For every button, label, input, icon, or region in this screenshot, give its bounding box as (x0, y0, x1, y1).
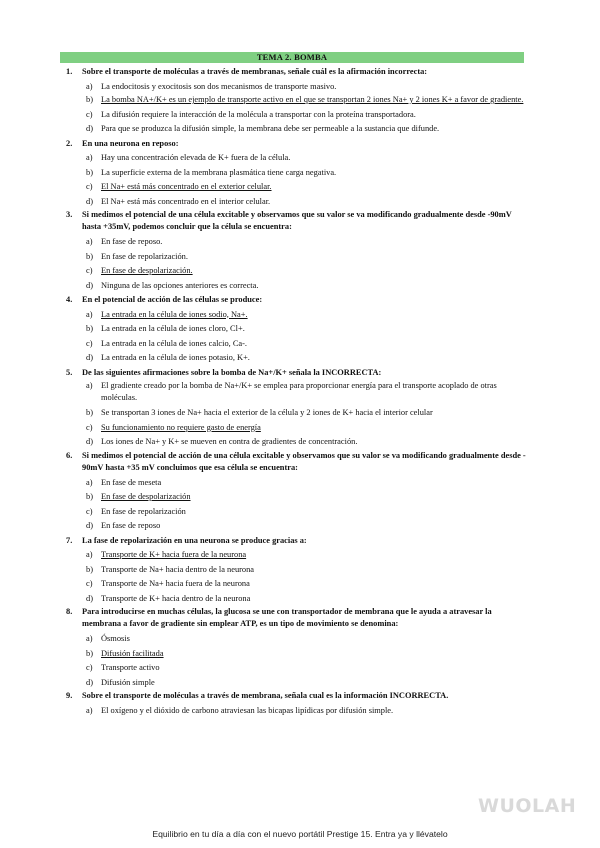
option-letter: b) (86, 324, 93, 333)
option-letter: b) (86, 408, 93, 417)
option-letter: b) (86, 492, 93, 501)
question-number: 2. (66, 138, 73, 148)
option-letter: b) (86, 564, 93, 574)
question-9 (60, 690, 530, 704)
option-4b (60, 322, 530, 337)
question-number: 5. (66, 367, 73, 377)
option-letter: d) (86, 437, 93, 446)
option-letter: c) (86, 182, 93, 191)
option-letter: d) (86, 593, 93, 603)
option-text: Los iones de Na+ y K+ se mueven en contra de gradientes de concentración. (101, 437, 358, 446)
option-text: En fase de reposo (101, 521, 161, 530)
option-5b (60, 406, 530, 421)
question-3 (60, 209, 530, 235)
option-text: El Na+ está más concentrado en el interior celular. (101, 196, 271, 206)
option-text: Transporte activo (101, 663, 160, 672)
option-letter: d) (86, 196, 93, 206)
option-8d (60, 676, 530, 691)
option-7b (60, 563, 530, 578)
option-text: Se transportan 3 iones de Na+ hacia el exterior de la célula y 2 iones de K+ hacia el interior celular (101, 408, 433, 417)
option-letter: a) (86, 381, 93, 390)
option-text: Ósmosis (101, 634, 130, 643)
option-letter: d) (86, 521, 93, 530)
option-1d (60, 123, 530, 137)
option-2a (60, 151, 530, 166)
question-text: Sobre el transporte de moléculas a través de membrana, señala cual es la información INCORRECTA. (82, 691, 449, 700)
option-letter: c) (86, 506, 93, 516)
option-6b (60, 490, 530, 505)
question-1 (60, 65, 530, 80)
option-2d (60, 195, 530, 210)
option-text: En fase de despolarización. (101, 266, 193, 275)
option-letter: c) (86, 110, 93, 119)
option-7c (60, 577, 530, 592)
question-number: 6. (66, 450, 73, 460)
question-text: Si medimos el potencial de acción de una célula excitable y observamos que su valor se va modificando gradualmente desde - 90mV hasta +35 mV concluimos que esa célula se encuentra: (82, 450, 526, 472)
question-2 (60, 137, 530, 152)
section-title: TEMA 2. BOMBA (60, 52, 524, 63)
option-1a (60, 80, 530, 95)
option-9a (60, 704, 530, 719)
question-number: 4. (66, 295, 73, 304)
footer-ad-text[interactable]: Equilibrio en tu día a día con el nuevo portátil Prestige 15. Entra ya y llévatelo (152, 829, 448, 839)
question-text: La fase de repolarización en una neurona se produce gracias a: (82, 535, 307, 545)
option-text: La entrada en la célula de iones sodio, Na+. (101, 309, 248, 319)
option-4d (60, 351, 530, 366)
option-letter: c) (86, 266, 93, 275)
option-text: La entrada en la célula de iones potasio, K+. (101, 353, 250, 362)
option-8c (60, 661, 530, 676)
question-number: 8. (66, 607, 73, 616)
option-text: Transporte de K+ hacia fuera de la neurona (101, 550, 247, 559)
question-text: Para introducirse en muchas células, la glucosa se une con transportador de membrana que le ayuda a atravesar la membrana a favor de gradiente sin emplear ATP, es un tipo de movimiento se denomina: (82, 607, 492, 628)
option-letter: c) (86, 338, 93, 348)
option-1b (60, 94, 530, 108)
question-list (60, 65, 530, 719)
option-letter: b) (86, 251, 93, 261)
option-letter: b) (86, 648, 93, 658)
option-text: La superficie externa de la membrana plasmática tiene carga negativa. (101, 167, 337, 177)
option-letter: d) (86, 353, 93, 362)
question-number: 1. (66, 67, 73, 76)
option-7d (60, 592, 530, 607)
option-text: Su funcionamiento no requiere gasto de energía (101, 422, 261, 432)
option-letter: a) (86, 550, 93, 559)
question-text: Si medimos el potencial de una célula excitable y observamos que su valor se va modificando gradualmente desde -90mV hasta +35mV, podemos concluir que la célula se encuentra: (82, 210, 512, 231)
option-letter: a) (86, 81, 93, 91)
option-3d (60, 279, 530, 294)
option-text: El oxígeno y el dióxido de carbono atraviesan las bicapas lipídicas por difusión simple. (101, 706, 394, 715)
option-3b (60, 250, 530, 265)
option-6a (60, 476, 530, 491)
option-text: Ninguna de las opciones anteriores es correcta. (101, 280, 259, 290)
question-8 (60, 606, 530, 632)
option-text: Transporte de Na+ hacia dentro de la neurona (101, 564, 255, 574)
option-3c (60, 264, 530, 279)
option-letter: d) (86, 280, 93, 290)
option-text: La difusión requiere la interacción de la molécula a transportar con la proteína transportadora. (101, 110, 416, 119)
option-letter: c) (86, 579, 93, 588)
wuolah-watermark-logo: WUOLAH (478, 795, 577, 817)
option-letter: c) (86, 422, 93, 432)
option-text: En fase de meseta (101, 477, 162, 487)
option-letter: c) (86, 663, 93, 672)
option-text: Hay una concentración elevada de K+ fuera de la célula. (101, 153, 291, 162)
question-text: De las siguientes afirmaciones sobre la bomba de Na+/K+ señala la INCORRECTA: (82, 367, 382, 377)
question-number: 9. (66, 691, 73, 700)
option-7a (60, 548, 530, 563)
question-text: Sobre el transporte de moléculas a través de membranas, señale cuál es la afirmación incorrecta: (82, 67, 428, 76)
question-text: En una neurona en reposo: (82, 138, 179, 148)
option-text: Difusión simple (101, 677, 155, 687)
option-text: En fase de reposo. (101, 237, 163, 246)
option-letter: a) (86, 153, 93, 162)
option-letter: d) (86, 123, 93, 133)
option-text: Transporte de Na+ hacia fuera de la neurona (101, 579, 250, 588)
option-4c (60, 337, 530, 352)
option-text: En fase de repolarización. (101, 251, 188, 261)
option-8a (60, 632, 530, 647)
option-letter: a) (86, 309, 93, 319)
option-letter: a) (86, 706, 93, 715)
option-5a (60, 380, 530, 406)
option-3a (60, 235, 530, 250)
option-text: La entrada en la célula de iones cloro, Cl+. (101, 324, 245, 333)
option-text: En fase de repolarización (101, 506, 186, 516)
question-6 (60, 450, 530, 476)
option-6c (60, 505, 530, 520)
option-5d (60, 435, 530, 450)
option-2c (60, 180, 530, 195)
option-letter: a) (86, 634, 93, 643)
option-text: El Na+ está más concentrado en el exterior celular. (101, 182, 272, 191)
question-7 (60, 534, 530, 549)
option-text: En fase de despolarización (101, 492, 191, 501)
option-text: Para que se produzca la difusión simple, la membrana debe ser permeable a la sustancia que difunde. (101, 123, 440, 133)
option-2b (60, 166, 530, 181)
option-1c (60, 108, 530, 123)
question-4 (60, 293, 530, 308)
option-letter: a) (86, 237, 93, 246)
option-4a (60, 308, 530, 323)
question-number: 3. (66, 210, 73, 219)
option-8b (60, 647, 530, 662)
option-5c (60, 421, 530, 436)
option-letter: d) (86, 677, 93, 687)
option-text: La entrada en la célula de iones calcio, Ca-. (101, 338, 248, 348)
option-letter: b) (86, 95, 93, 104)
option-text: Difusión facilitada (101, 648, 164, 658)
question-number: 7. (66, 535, 73, 545)
question-text: En el potencial de acción de las células se produce: (82, 295, 263, 304)
option-text: Transporte de K+ hacia dentro de la neurona (101, 593, 251, 603)
option-letter: a) (86, 477, 93, 487)
option-text: El gradiente creado por la bomba de Na+/K+ se emplea para proporcionar energía para el transporte acoplado de otras moléculas. (101, 381, 497, 402)
option-text: La bomba NA+/K+ es un ejemplo de transporte activo en el que se transportan 2 iones Na+ y 2 iones K+ a favor de gradiente. (101, 95, 524, 104)
option-6d (60, 519, 530, 534)
option-text: La endocitosis y exocitosis son dos mecanismos de transporte masivo. (101, 81, 337, 91)
option-letter: b) (86, 167, 93, 177)
question-5 (60, 366, 530, 381)
